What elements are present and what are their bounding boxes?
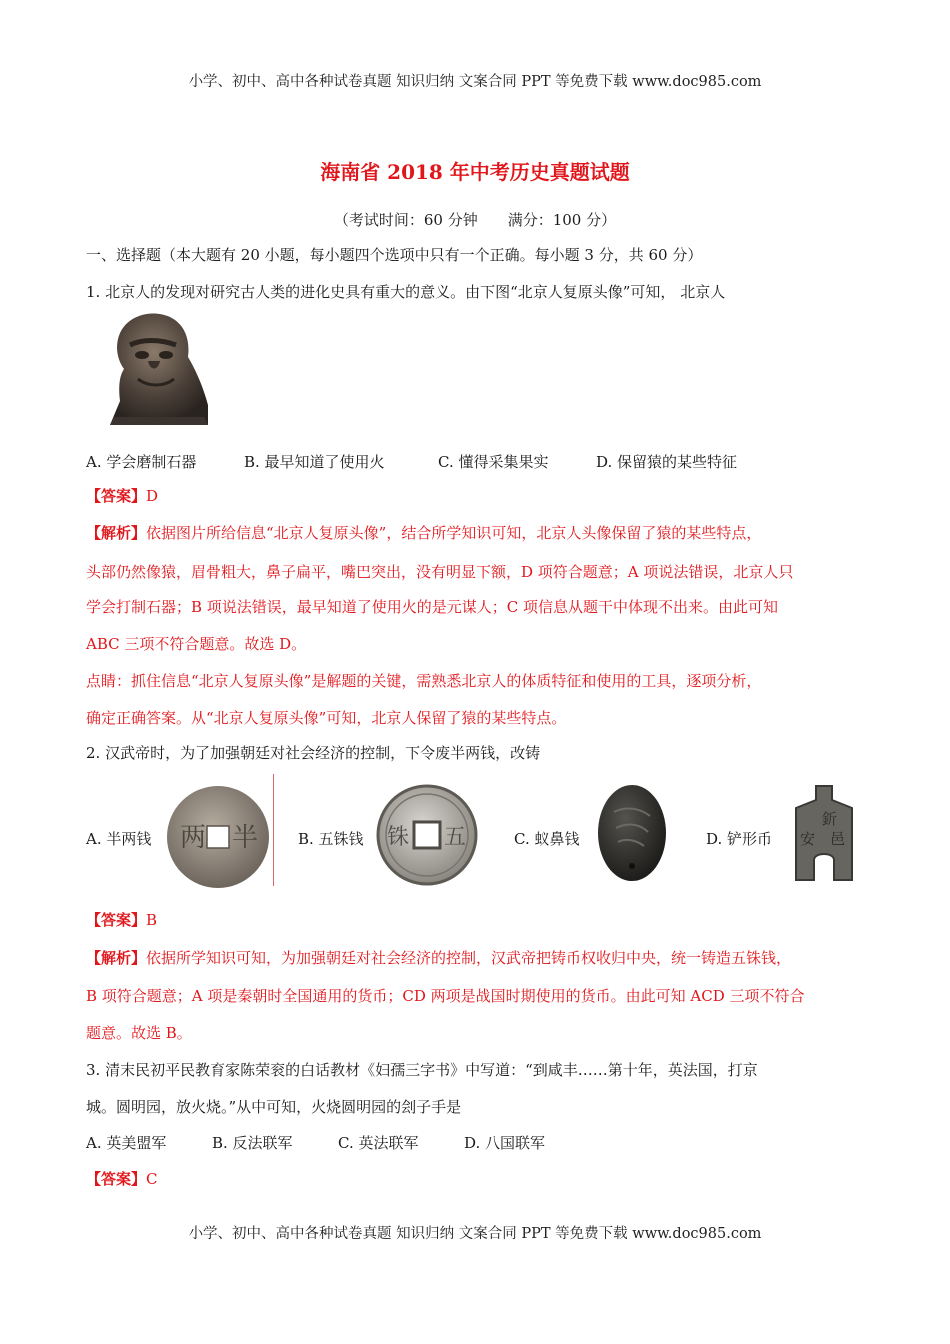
q1-option-a: A. 学会磨制石器 [86, 453, 197, 471]
q3-option-b: B. 反法联军 [212, 1134, 293, 1152]
coin-d-glyph-2: 安 [800, 830, 816, 848]
q2-stem: 2. 汉武帝时，为了加强朝廷对社会经济的控制，下令废半两钱，改铸 [86, 744, 541, 762]
coin-d-glyph-1: 釿 [822, 810, 838, 828]
q1-answer-value: D [146, 487, 159, 505]
q3-option-d: D. 八国联军 [464, 1134, 546, 1152]
q1-analysis-tag: 【解析】 [86, 524, 147, 542]
q2-analysis-line-2: B 项符合题意；A 项是秦朝时全国通用的货币；CD 两项是战国时期使用的货币。由此可知 ACD 三项不符合 [86, 987, 805, 1005]
q2-answer [86, 910, 157, 930]
q3-option-c: C. 英法联军 [338, 1134, 419, 1152]
q2-answer-tag: 【答案】 [86, 911, 147, 929]
q1-answer-tag: 【答案】 [86, 487, 147, 505]
q3-stem-line-1: 3. 清末民初平民教育家陈荣衮的白话教材《妇孺三字书》中写道：“到咸丰……第十年，英法国，打京 [86, 1061, 758, 1079]
q2-analysis-tag: 【解析】 [86, 949, 147, 967]
q2-coin-options [86, 782, 866, 894]
q3-option-a: A. 英美盟军 [86, 1134, 167, 1152]
peking-man-bust-image [90, 305, 212, 430]
coin-d-glyph-3: 邑 [830, 830, 846, 848]
q2-answer-value: B [146, 911, 158, 929]
page-header: 小学、初中、高中各种试卷真题 知识归纳 文案合同 PPT 等免费下载 www.doc985.com [188, 74, 762, 90]
q1-stem: 1. 北京人的发现对研究古人类的进化史具有重大的意义。由下图“北京人复原头像”可知， 北京人 [86, 283, 726, 301]
q1-analysis-line-2: 头部仍然像猿，眉骨粗大，鼻子扁平，嘴巴突出，没有明显下额，D 项符合题意；A 项说法错误，北京人只 [86, 563, 794, 581]
coin-a-glyph-right: 半 [232, 823, 259, 853]
banliang-coin-image [162, 782, 274, 892]
q2-analysis-line-3: 题意。故选 B。 [86, 1024, 192, 1042]
q1-option-b: B. 最早知道了使用火 [244, 453, 385, 471]
q1-analysis-line-1: 【解析】依据图片所给信息“北京人复原头像”，结合所学知识可知，北京人头像保留了猿的某些特点， [86, 524, 762, 542]
q1-option-d: D. 保留猿的某些特征 [596, 453, 738, 471]
q2-option-a: A. 半两钱 [86, 830, 152, 848]
q2-analysis-line-1: 【解析】依据所学知识可知，为加强朝廷对社会经济的控制，汉武帝把铸币权收归中央，统一铸造五铢钱， [86, 949, 792, 967]
q3-answer-value: C [146, 1170, 158, 1188]
page-title: 海南省 2018 年中考历史真题试题 [320, 160, 630, 184]
divider [273, 774, 274, 886]
q2-option-d: D. 铲形币 [706, 830, 773, 848]
q2-option-c: C. 蚁鼻钱 [514, 830, 580, 848]
wuzhu-coin-image [374, 782, 480, 892]
coin-b-glyph-right: 五 [444, 825, 467, 850]
q1-tip-line-1: 点睛：抓住信息“北京人复原头像”是解题的关键，需熟悉北京人的体质特征和使用的工具，逐项分析， [86, 672, 762, 690]
q3-stem-line-2: 城。圆明园，放火烧。”从中可知，火烧圆明园的刽子手是 [86, 1098, 462, 1116]
q3-options [86, 1133, 646, 1155]
q1-tip-line-2: 确定正确答案。从“北京人复原头像”可知，北京人保留了猿的某些特点。 [86, 709, 567, 727]
q1-option-c: C. 懂得采集果实 [438, 453, 549, 471]
q3-answer [86, 1169, 158, 1189]
q1-analysis-line-3: 学会打制石器；B 项说法错误，最早知道了使用火的是元谋人；C 项信息从题干中体现不出来。由此可知 [86, 598, 779, 616]
q1-answer [86, 486, 158, 506]
section-heading: 一、选择题（本大题有 20 小题，每小题四个选项中只有一个正确。每小题 3 分，共 60 分） [86, 246, 703, 264]
coin-a-glyph-left: 两 [180, 823, 207, 853]
yibi-coin-image [596, 782, 668, 892]
spade-coin-image [788, 782, 860, 892]
exam-info: （考试时间：60 分钟 满分：100 分） [333, 211, 617, 229]
q1-analysis-line-4: ABC 三项不符合题意。故选 D。 [86, 635, 307, 653]
q3-answer-tag: 【答案】 [86, 1170, 147, 1188]
page-footer: 小学、初中、高中各种试卷真题 知识归纳 文案合同 PPT 等免费下载 www.doc985.com [188, 1226, 762, 1242]
q2-option-b: B. 五铢钱 [298, 830, 364, 848]
coin-b-glyph-left: 铢 [387, 825, 410, 850]
